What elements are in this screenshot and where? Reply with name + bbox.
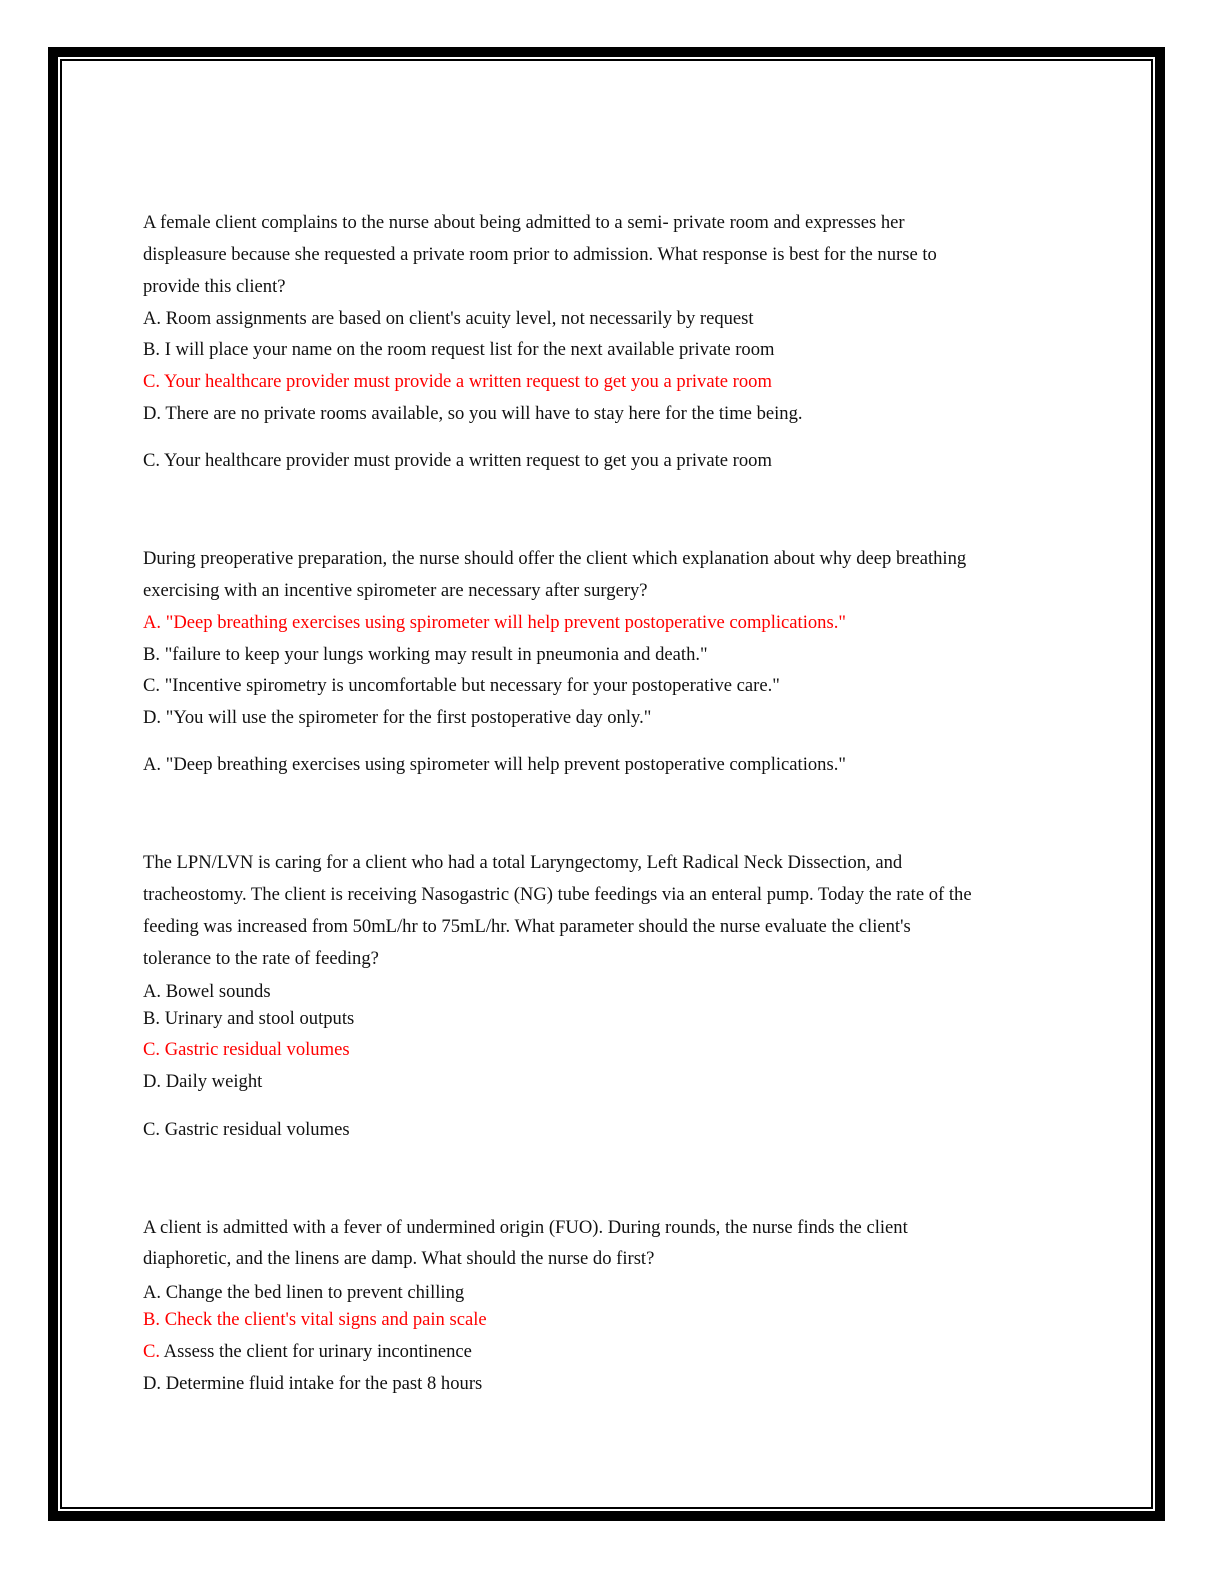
question-1-stem: provide this client? — [143, 276, 286, 297]
question-4-stem: diaphoretic, and the linens are damp. What should the nurse do first? — [143, 1248, 655, 1269]
question-1-option-a: A. Room assignments are based on client's acuity level, not necessarily by request — [143, 308, 754, 329]
question-3-stem: The LPN/LVN is caring for a client who had a total Laryngectomy, Left Radical Neck Dissection, and — [143, 852, 903, 873]
question-3-stem: tracheostomy. The client is receiving Nasogastric (NG) tube feedings via an enteral pump. Today the rate of the — [143, 884, 972, 905]
question-1-option-c-correct: C. Your healthcare provider must provide a written request to get you a private room — [143, 371, 772, 392]
question-2-stem: exercising with an incentive spirometer are necessary after surgery? — [143, 580, 648, 601]
question-4-option-b-correct: B. Check the client's vital signs and pain scale — [143, 1309, 487, 1330]
question-3-option-a: A. Bowel sounds — [143, 981, 271, 1002]
question-2-option-b: B. "failure to keep your lungs working may result in pneumonia and death." — [143, 644, 708, 665]
question-1-stem: displeasure because she requested a private room prior to admission. What response is best for the nurse to — [143, 244, 937, 265]
question-3-option-b: B. Urinary and stool outputs — [143, 1008, 355, 1029]
question-4-option-d: D. Determine fluid intake for the past 8 hours — [143, 1373, 483, 1394]
question-4-option-c — [143, 1341, 472, 1363]
question-1-option-d: D. There are no private rooms available, so you will have to stay here for the time being. — [143, 403, 803, 424]
question-2-option-c: C. "Incentive spirometry is uncomfortable but necessary for your postoperative care." — [143, 675, 780, 696]
question-2-stem: During preoperative preparation, the nurse should offer the client which explanation about why deep breathing — [143, 548, 967, 569]
question-4-stem: A client is admitted with a fever of undermined origin (FUO). During rounds, the nurse finds the client — [143, 1217, 908, 1238]
question-3-answer: C. Gastric residual volumes — [143, 1119, 350, 1140]
question-1-stem: A female client complains to the nurse about being admitted to a semi- private room and expresses her — [143, 212, 905, 233]
question-4-option-a: A. Change the bed linen to prevent chilling — [143, 1282, 465, 1303]
option-c-text: Assess the client for urinary incontinence — [160, 1341, 472, 1362]
question-3-stem: tolerance to the rate of feeding? — [143, 948, 379, 969]
question-1-answer: C. Your healthcare provider must provide a written request to get you a private room — [143, 450, 772, 471]
question-2-option-a-correct: A. "Deep breathing exercises using spirometer will help prevent postoperative complications." — [143, 612, 846, 633]
question-3-option-c-correct: C. Gastric residual volumes — [143, 1039, 350, 1060]
question-2-option-d: D. "You will use the spirometer for the first postoperative day only." — [143, 707, 652, 728]
option-c-letter: C. — [143, 1341, 161, 1362]
question-3-option-d: D. Daily weight — [143, 1071, 263, 1092]
question-3-stem: feeding was increased from 50mL/hr to 75mL/hr. What parameter should the nurse evaluate the client's — [143, 916, 911, 937]
question-2-answer: A. "Deep breathing exercises using spirometer will help prevent postoperative complications." — [143, 754, 846, 775]
question-1-option-b: B. I will place your name on the room request list for the next available private room — [143, 339, 775, 360]
